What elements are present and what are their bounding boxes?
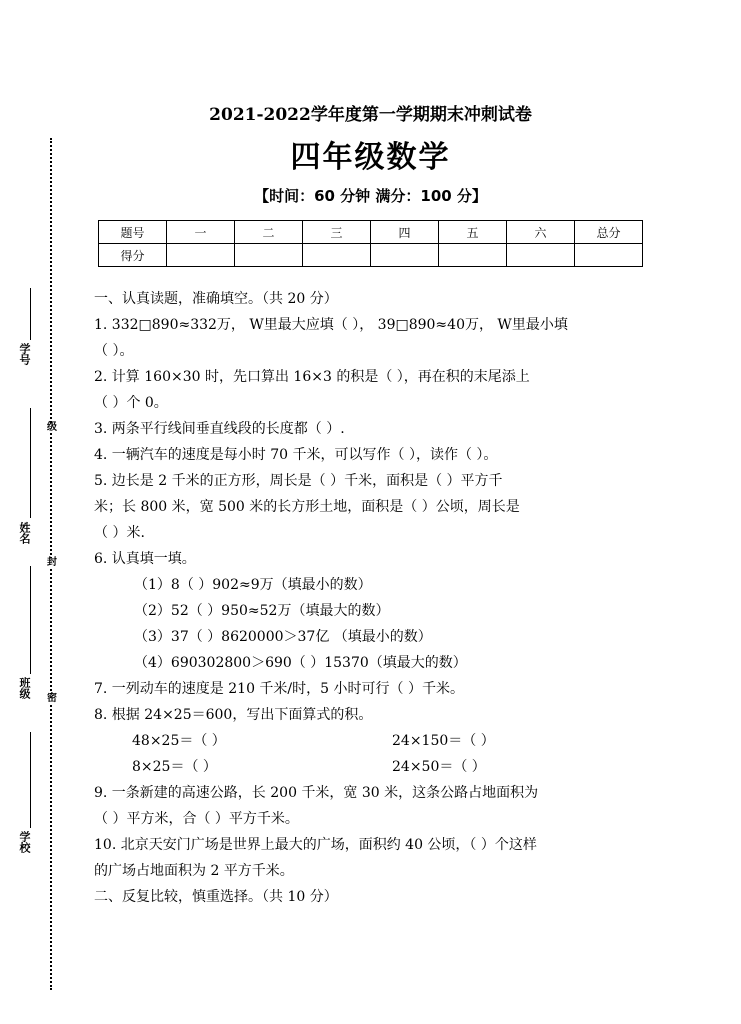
sub-question-line: （4）690302800＞690（ ）15370（填最大的数）	[134, 655, 467, 671]
question-line: 9. 一条新建的高速公路，长 200 千米，宽 30 米，这条公路占地面积为	[94, 785, 539, 801]
calc-row	[94, 754, 650, 780]
score-table	[98, 220, 643, 267]
score-cell-blank[interactable]	[371, 244, 439, 267]
score-cell-blank[interactable]	[235, 244, 303, 267]
question-line: 10. 北京天安门广场是世界上最大的广场，面积约 40 公顷，（ ）个这样	[94, 837, 537, 853]
xingming-label: 姓名	[18, 522, 31, 544]
exam-subtitle: 2021-2022学年度第一学期期末冲刺试卷	[209, 105, 532, 125]
question-line: 5. 边长是 2 千米的正方形，周长是（ ）千米，面积是（ ）平方千	[94, 473, 503, 489]
score-cell-header: 一	[167, 221, 235, 244]
score-cell-label: 得分	[99, 244, 167, 267]
ban-char: 级	[47, 422, 57, 433]
xuexiao-label: 学校	[18, 831, 31, 853]
exam-title: 四年级数学	[290, 140, 451, 175]
mi-char: 密	[47, 693, 57, 704]
calc-item: 24×50＝（ ）	[392, 759, 486, 775]
score-table-score-row	[99, 244, 643, 267]
section-heading-2: 二、反复比较，慎重选择。（共 10 分）	[94, 889, 338, 905]
xuexiao-blank	[30, 732, 31, 828]
question-line: 的广场占地面积为 2 平方千米。	[94, 863, 294, 879]
score-cell-label: 题号	[99, 221, 167, 244]
question-line: （ ）个 0。	[94, 395, 168, 411]
question-line: （ ）。	[94, 343, 134, 359]
question-line: 4. 一辆汽车的速度是每小时 70 千米，可以写作（ ），读作（ ）。	[94, 447, 498, 463]
feng-char: 封	[47, 557, 57, 568]
banji-label: 班级	[18, 677, 31, 699]
question-line: 3. 两条平行线间垂直线段的长度都（ ）.	[94, 421, 345, 437]
score-cell-header: 三	[303, 221, 371, 244]
score-cell-header: 二	[235, 221, 303, 244]
score-cell-header: 四	[371, 221, 439, 244]
question-line: 米；长 800 米，宽 500 米的长方形土地，面积是（ ）公顷，周长是	[94, 499, 520, 515]
score-cell-blank[interactable]	[303, 244, 371, 267]
calc-item: 48×25＝（ ）	[132, 733, 226, 749]
section-heading-1: 一、认真读题，准确填空。（共 20 分）	[94, 291, 338, 307]
question-line: 6. 认真填一填。	[94, 551, 196, 567]
xuehao-blank	[30, 288, 31, 340]
question-line: 1. 332□890≈332万， W里最大应填（ ）， 39□890≈40万， W里最小填	[94, 317, 568, 333]
score-cell-blank[interactable]	[575, 244, 643, 267]
question-line: 7. 一列动车的速度是 210 千米/时，5 小时可行（ ）千米。	[94, 681, 464, 697]
question-line: （ ）米.	[94, 525, 145, 541]
question-line: 8. 根据 24×25＝600，写出下面算式的积。	[94, 707, 373, 723]
ban-blank	[30, 408, 31, 518]
score-table-header-row	[99, 221, 643, 244]
sub-question-line: （1）8（ ）902≈9万（填最小的数）	[134, 577, 372, 593]
banji-blank	[30, 566, 31, 674]
score-cell-header: 六	[507, 221, 575, 244]
calc-item: 24×150＝（ ）	[392, 733, 495, 749]
exam-content	[94, 286, 650, 910]
score-cell-blank[interactable]	[167, 244, 235, 267]
score-cell-header: 总分	[575, 221, 643, 244]
calc-row	[94, 728, 650, 754]
question-line: 2. 计算 160×30 时，先口算出 16×3 的积是（ ），再在积的末尾添上	[94, 369, 530, 385]
sub-question-line: （3）37（ ）8620000＞37亿 （填最小的数）	[134, 629, 432, 645]
calc-item: 8×25＝（ ）	[132, 759, 217, 775]
score-cell-blank[interactable]	[507, 244, 575, 267]
score-cell-blank[interactable]	[439, 244, 507, 267]
question-line: （ ）平方米，合（ ）平方千米。	[94, 811, 299, 827]
time-info: 【时间：60 分钟 满分：100 分】	[254, 187, 487, 205]
score-cell-header: 五	[439, 221, 507, 244]
xuehao-label: 学号	[18, 343, 31, 365]
sub-question-line: （2）52（ ）950≈52万（填最大的数）	[134, 603, 390, 619]
